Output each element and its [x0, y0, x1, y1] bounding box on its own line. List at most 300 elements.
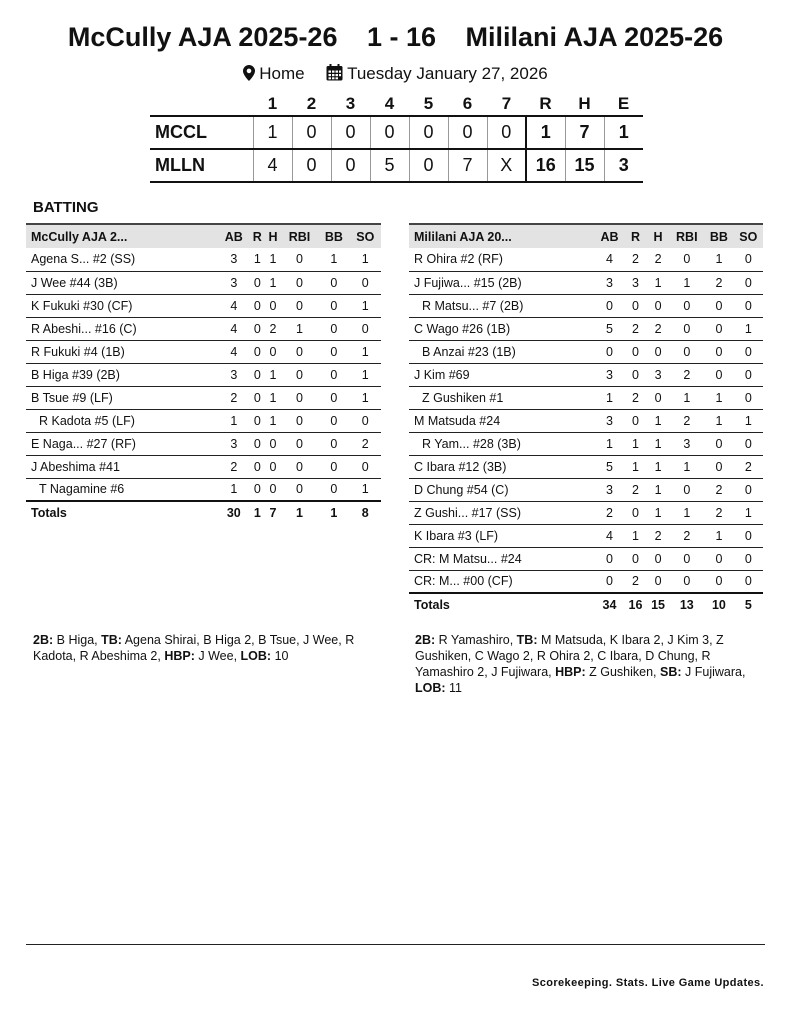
player-row	[26, 409, 381, 432]
stat-cell: 0	[281, 340, 318, 363]
stat-cell: 1	[734, 317, 763, 340]
stat-cell: 0	[249, 363, 265, 386]
player-row	[409, 455, 763, 478]
stat-cell: 1	[669, 271, 704, 294]
stat-cell: 1	[249, 248, 265, 271]
player-row	[26, 248, 381, 271]
stat-cell: 1	[669, 501, 704, 524]
stat-cell: 2	[218, 386, 249, 409]
stat-cell: 2	[647, 524, 670, 547]
inning-header: 6	[462, 93, 473, 113]
inning-header: 2	[306, 93, 317, 113]
stat-cell: 1	[647, 455, 670, 478]
player-row	[409, 271, 763, 294]
stat-cell: 1	[647, 432, 670, 455]
stat-cell: 3	[218, 432, 249, 455]
stat-cell: 0	[734, 570, 763, 593]
errors-total: 3	[604, 149, 643, 182]
note-label: 2B:	[33, 633, 54, 647]
total-cell: 1	[330, 506, 338, 520]
player-row	[409, 524, 763, 547]
column-header: AB	[600, 229, 619, 244]
game-date: Tuesday January 27, 2026	[347, 64, 548, 83]
stat-cell: 2	[669, 524, 704, 547]
stat-cell: 3	[218, 271, 249, 294]
stat-cell: 0	[734, 340, 763, 363]
total-cell: 1	[296, 506, 303, 520]
stat-cell: 1	[265, 363, 281, 386]
errors-header: E	[617, 93, 630, 113]
note-label: 2B:	[415, 633, 436, 647]
inning-header: 5	[423, 93, 434, 113]
player-name: R Fukuki #4 (1B)	[26, 340, 218, 363]
stat-cell: 2	[218, 455, 249, 478]
stat-cell: 0	[669, 294, 704, 317]
stat-cell: 0	[704, 570, 733, 593]
player-row	[26, 455, 381, 478]
stat-cell: 1	[704, 248, 733, 271]
player-row	[409, 570, 763, 593]
column-header: SO	[356, 229, 375, 244]
final-score: 1 - 16	[366, 22, 437, 52]
total-cell: 1	[253, 506, 261, 520]
stat-cell: 0	[734, 386, 763, 409]
stat-cell: 2	[595, 501, 624, 524]
total-cell: 8	[361, 506, 369, 520]
inning-header: 4	[384, 93, 395, 113]
stat-cell: 0	[704, 294, 733, 317]
stat-cell: 0	[281, 478, 318, 501]
stat-cell: 0	[265, 294, 281, 317]
stat-cell: 0	[281, 294, 318, 317]
inning-score: 0	[448, 116, 487, 149]
player-row	[409, 248, 763, 271]
stat-cell: 1	[350, 248, 381, 271]
player-name: E Naga... #27 (RF)	[26, 432, 218, 455]
batting-header-row	[26, 224, 381, 248]
stat-cell: 0	[734, 432, 763, 455]
stat-cell: 0	[318, 271, 349, 294]
stat-cell: 2	[734, 455, 763, 478]
player-row	[409, 340, 763, 363]
note-label: HBP:	[164, 649, 195, 663]
stat-cell: 1	[704, 409, 733, 432]
stat-cell: 0	[249, 294, 265, 317]
note-text: Z Gushiken,	[585, 665, 661, 679]
stat-cell: 3	[595, 409, 624, 432]
player-name: D Chung #54 (C)	[409, 478, 595, 501]
stat-cell: 0	[669, 248, 704, 271]
stat-cell: 4	[218, 317, 249, 340]
note-label: TB:	[101, 633, 122, 647]
player-row	[26, 271, 381, 294]
player-row	[26, 478, 381, 501]
stat-cell: 0	[249, 432, 265, 455]
inning-score: X	[487, 149, 526, 182]
player-name: CR: M... #00 (CF)	[409, 570, 595, 593]
inning-score: 0	[487, 116, 526, 149]
note-label: TB:	[516, 633, 538, 647]
stat-cell: 3	[595, 363, 624, 386]
stat-cell: 0	[318, 455, 349, 478]
map-pin-icon	[243, 65, 255, 86]
runs-header: R	[539, 93, 552, 113]
total-cell: 7	[269, 506, 277, 520]
inning-score: 0	[409, 116, 448, 149]
total-cell: 15	[651, 598, 665, 612]
stat-cell: 0	[265, 340, 281, 363]
stat-cell: 0	[669, 340, 704, 363]
stat-cell: 1	[734, 501, 763, 524]
stat-cell: 1	[350, 294, 381, 317]
stat-cell: 0	[350, 317, 381, 340]
stat-cell: 0	[669, 317, 704, 340]
stat-cell: 1	[218, 478, 249, 501]
stat-cell: 1	[624, 455, 647, 478]
inning-score: 0	[292, 116, 331, 149]
stat-cell: 1	[624, 524, 647, 547]
stat-cell: 0	[318, 432, 349, 455]
stat-cell: 0	[704, 340, 733, 363]
stat-cell: 0	[249, 478, 265, 501]
linescore-team: MLLN	[155, 155, 205, 175]
player-name: Z Gushi... #17 (SS)	[409, 501, 595, 524]
player-name: J Wee #44 (3B)	[26, 271, 218, 294]
stat-cell: 0	[704, 547, 733, 570]
player-name: R Ohira #2 (RF)	[409, 248, 595, 271]
stat-cell: 0	[281, 409, 318, 432]
player-row	[26, 294, 381, 317]
total-cell: 13	[679, 598, 694, 612]
stat-cell: 0	[624, 294, 647, 317]
player-name: C Ibara #12 (3B)	[409, 455, 595, 478]
stat-cell: 0	[669, 570, 704, 593]
stat-cell: 0	[624, 547, 647, 570]
stat-cell: 4	[595, 248, 624, 271]
linescore-table	[150, 92, 643, 183]
stat-cell: 1	[734, 409, 763, 432]
stat-cell: 0	[624, 501, 647, 524]
stat-cell: 0	[281, 455, 318, 478]
stat-cell: 0	[281, 432, 318, 455]
stat-cell: 2	[265, 317, 281, 340]
totals-label: Totals	[414, 598, 450, 612]
stat-cell: 0	[350, 271, 381, 294]
stat-cell: 2	[704, 501, 733, 524]
player-row	[409, 432, 763, 455]
stat-cell: 0	[281, 363, 318, 386]
column-header: RBI	[676, 229, 698, 244]
hits-total: 7	[565, 116, 604, 149]
stat-cell: 0	[734, 271, 763, 294]
stat-cell: 0	[624, 363, 647, 386]
column-header: RBI	[288, 229, 311, 244]
stat-cell: 0	[704, 363, 733, 386]
stat-cell: 0	[318, 478, 349, 501]
player-name: C Wago #26 (1B)	[409, 317, 595, 340]
stat-cell: 0	[624, 340, 647, 363]
player-name: K Fukuki #30 (CF)	[26, 294, 218, 317]
column-header: BB	[324, 229, 343, 244]
stat-cell: 2	[350, 432, 381, 455]
stat-cell: 0	[249, 409, 265, 432]
stat-cell: 0	[734, 547, 763, 570]
note-text: R Yamashiro,	[435, 633, 517, 647]
inning-header: 1	[267, 93, 278, 113]
stat-cell: 4	[595, 524, 624, 547]
stat-cell: 1	[218, 409, 249, 432]
stat-cell: 3	[624, 271, 647, 294]
total-cell: 34	[602, 598, 617, 612]
stat-cell: 0	[595, 570, 624, 593]
stat-cell: 1	[669, 386, 704, 409]
stat-cell: 1	[704, 524, 733, 547]
note-text: J Wee,	[194, 649, 241, 663]
inning-score: 0	[370, 116, 409, 149]
stat-cell: 2	[624, 248, 647, 271]
stat-cell: 0	[318, 317, 349, 340]
stat-cell: 0	[318, 409, 349, 432]
player-row	[409, 294, 763, 317]
inning-score: 1	[253, 116, 292, 149]
column-header: R	[252, 229, 262, 244]
total-cell: 30	[226, 506, 241, 520]
stat-cell: 0	[704, 432, 733, 455]
stat-cell: 1	[595, 386, 624, 409]
stat-cell: 3	[218, 248, 249, 271]
stat-cell: 1	[704, 386, 733, 409]
total-cell: 10	[711, 598, 726, 612]
location: Home	[259, 64, 305, 83]
note-label: LOB:	[415, 681, 446, 695]
player-name: B Higa #39 (2B)	[26, 363, 218, 386]
inning-score: 5	[370, 149, 409, 182]
stat-cell: 0	[647, 386, 670, 409]
stat-cell: 1	[647, 501, 670, 524]
stat-cell: 2	[669, 363, 704, 386]
stat-cell: 2	[624, 386, 647, 409]
stat-cell: 2	[624, 478, 647, 501]
note-text: 10	[271, 649, 289, 663]
stat-cell: 0	[647, 570, 670, 593]
home-team-name: Mililani AJA 2025-26	[465, 22, 724, 52]
player-row	[409, 501, 763, 524]
inning-header: 3	[345, 93, 356, 113]
inning-score: 0	[331, 116, 370, 149]
player-row	[26, 340, 381, 363]
total-cell: 16	[628, 598, 643, 612]
stat-cell: 2	[624, 317, 647, 340]
team-column-header: McCully AJA 2...	[31, 229, 128, 244]
player-row	[409, 547, 763, 570]
stat-cell: 3	[669, 432, 704, 455]
totals-label: Totals	[31, 506, 67, 520]
stat-cell: 0	[647, 340, 670, 363]
game-info	[0, 64, 791, 86]
away-batting-notes	[33, 632, 383, 664]
team-column-header: Mililani AJA 20...	[414, 229, 512, 244]
player-name: J Kim #69	[409, 363, 595, 386]
note-text: 11	[445, 681, 463, 695]
player-row	[409, 478, 763, 501]
away-batting-table	[26, 223, 381, 524]
stat-cell: 0	[734, 248, 763, 271]
stat-cell: 0	[669, 478, 704, 501]
stat-cell: 5	[595, 317, 624, 340]
stat-cell: 0	[595, 340, 624, 363]
stat-cell: 2	[647, 248, 670, 271]
player-name: T Nagamine #6	[26, 478, 218, 501]
stat-cell: 2	[704, 478, 733, 501]
stat-cell: 1	[350, 386, 381, 409]
player-name: R Matsu... #7 (2B)	[409, 294, 595, 317]
stat-cell: 0	[249, 386, 265, 409]
player-row	[409, 363, 763, 386]
player-row	[26, 432, 381, 455]
player-row	[409, 409, 763, 432]
column-header: H	[268, 229, 278, 244]
stat-cell: 1	[669, 455, 704, 478]
batting-header-row	[409, 224, 763, 248]
stat-cell: 0	[595, 294, 624, 317]
game-title	[0, 22, 791, 53]
stat-cell: 0	[318, 363, 349, 386]
player-name: R Abeshi... #16 (C)	[26, 317, 218, 340]
stat-cell: 3	[595, 478, 624, 501]
linescore-header	[150, 92, 643, 116]
hits-header: H	[578, 93, 591, 113]
inning-score: 0	[331, 149, 370, 182]
column-header: BB	[709, 229, 728, 244]
stat-cell: 1	[265, 386, 281, 409]
footer-tagline: Scorekeeping. Stats. Live Game Updates.	[531, 977, 764, 989]
stat-cell: 0	[265, 455, 281, 478]
player-name: R Kadota #5 (LF)	[26, 409, 218, 432]
totals-row	[409, 593, 763, 616]
stat-cell: 1	[350, 478, 381, 501]
stat-cell: 0	[318, 294, 349, 317]
section-title: BATTING	[33, 199, 99, 216]
stat-cell: 1	[595, 432, 624, 455]
stat-cell: 1	[265, 409, 281, 432]
stat-cell: 0	[265, 432, 281, 455]
stat-cell: 0	[350, 409, 381, 432]
stat-cell: 0	[249, 455, 265, 478]
player-name: B Anzai #23 (1B)	[409, 340, 595, 363]
column-header: R	[630, 229, 640, 244]
note-label: HBP:	[555, 665, 586, 679]
stat-cell: 0	[669, 547, 704, 570]
player-name: M Matsuda #24	[409, 409, 595, 432]
runs-total: 1	[526, 116, 565, 149]
stat-cell: 3	[647, 363, 670, 386]
column-header: AB	[224, 229, 243, 244]
note-text: J Fujiwara,	[681, 665, 746, 679]
player-row	[409, 386, 763, 409]
stat-cell: 0	[704, 317, 733, 340]
hits-total: 15	[565, 149, 604, 182]
total-cell: 5	[744, 598, 752, 612]
note-text: M Matsuda, K Ibara 2, J Kim 3, Z Gushiken, C Wago 2, R Ohira 2, C Ibara, D Chung, R Yamashiro 2, J Fujiwara,	[415, 633, 724, 679]
note-text: B Higa,	[53, 633, 102, 647]
player-name: B Tsue #9 (LF)	[26, 386, 218, 409]
note-label: SB:	[660, 665, 682, 679]
linescore-row	[150, 116, 643, 149]
inning-score: 0	[292, 149, 331, 182]
player-name: Z Gushiken #1	[409, 386, 595, 409]
column-header: H	[653, 229, 663, 244]
stat-cell: 1	[350, 340, 381, 363]
stat-cell: 2	[624, 570, 647, 593]
stat-cell: 0	[734, 524, 763, 547]
stat-cell: 0	[249, 271, 265, 294]
stat-cell: 1	[647, 271, 670, 294]
linescore-team: MCCL	[155, 122, 207, 142]
stat-cell: 0	[734, 363, 763, 386]
player-name: J Abeshima #41	[26, 455, 218, 478]
errors-total: 1	[604, 116, 643, 149]
stat-cell: 0	[624, 409, 647, 432]
stat-cell: 4	[218, 294, 249, 317]
stat-cell: 3	[218, 363, 249, 386]
footer-divider	[26, 944, 765, 945]
stat-cell: 1	[350, 363, 381, 386]
stat-cell: 0	[249, 317, 265, 340]
column-header: SO	[739, 229, 758, 244]
stat-cell: 1	[318, 248, 349, 271]
stat-cell: 0	[647, 547, 670, 570]
player-row	[26, 363, 381, 386]
note-label: LOB:	[240, 649, 272, 663]
away-team-name: McCully AJA 2025-26	[67, 22, 338, 52]
stat-cell: 2	[647, 317, 670, 340]
stat-cell: 2	[704, 271, 733, 294]
stat-cell: 0	[318, 386, 349, 409]
home-batting-table	[409, 223, 763, 616]
stat-cell: 0	[281, 271, 318, 294]
inning-score: 4	[253, 149, 292, 182]
stat-cell: 2	[669, 409, 704, 432]
stat-cell: 0	[647, 294, 670, 317]
inning-header: 7	[501, 93, 512, 113]
inning-score: 7	[448, 149, 487, 182]
stat-cell: 0	[249, 340, 265, 363]
note-text: Agena Shirai, B Higa 2, B Tsue, J Wee, R Kadota, R Abeshima 2,	[33, 633, 355, 663]
runs-total: 16	[526, 149, 565, 182]
stat-cell: 1	[624, 432, 647, 455]
player-name: CR: M Matsu... #24	[409, 547, 595, 570]
player-name: K Ibara #3 (LF)	[409, 524, 595, 547]
stat-cell: 0	[734, 294, 763, 317]
stat-cell: 1	[281, 317, 318, 340]
stat-cell: 0	[265, 478, 281, 501]
stat-cell: 0	[281, 386, 318, 409]
stat-cell: 1	[647, 478, 670, 501]
stat-cell: 0	[734, 478, 763, 501]
player-name: J Fujiwa... #15 (2B)	[409, 271, 595, 294]
stat-cell: 0	[350, 455, 381, 478]
stat-cell: 1	[265, 248, 281, 271]
player-row	[26, 317, 381, 340]
stat-cell: 4	[218, 340, 249, 363]
player-name: R Yam... #28 (3B)	[409, 432, 595, 455]
stat-cell: 5	[595, 455, 624, 478]
stat-cell: 0	[595, 547, 624, 570]
linescore-row	[150, 149, 643, 182]
totals-row	[26, 501, 381, 524]
player-row	[409, 317, 763, 340]
calendar-icon	[326, 64, 343, 86]
